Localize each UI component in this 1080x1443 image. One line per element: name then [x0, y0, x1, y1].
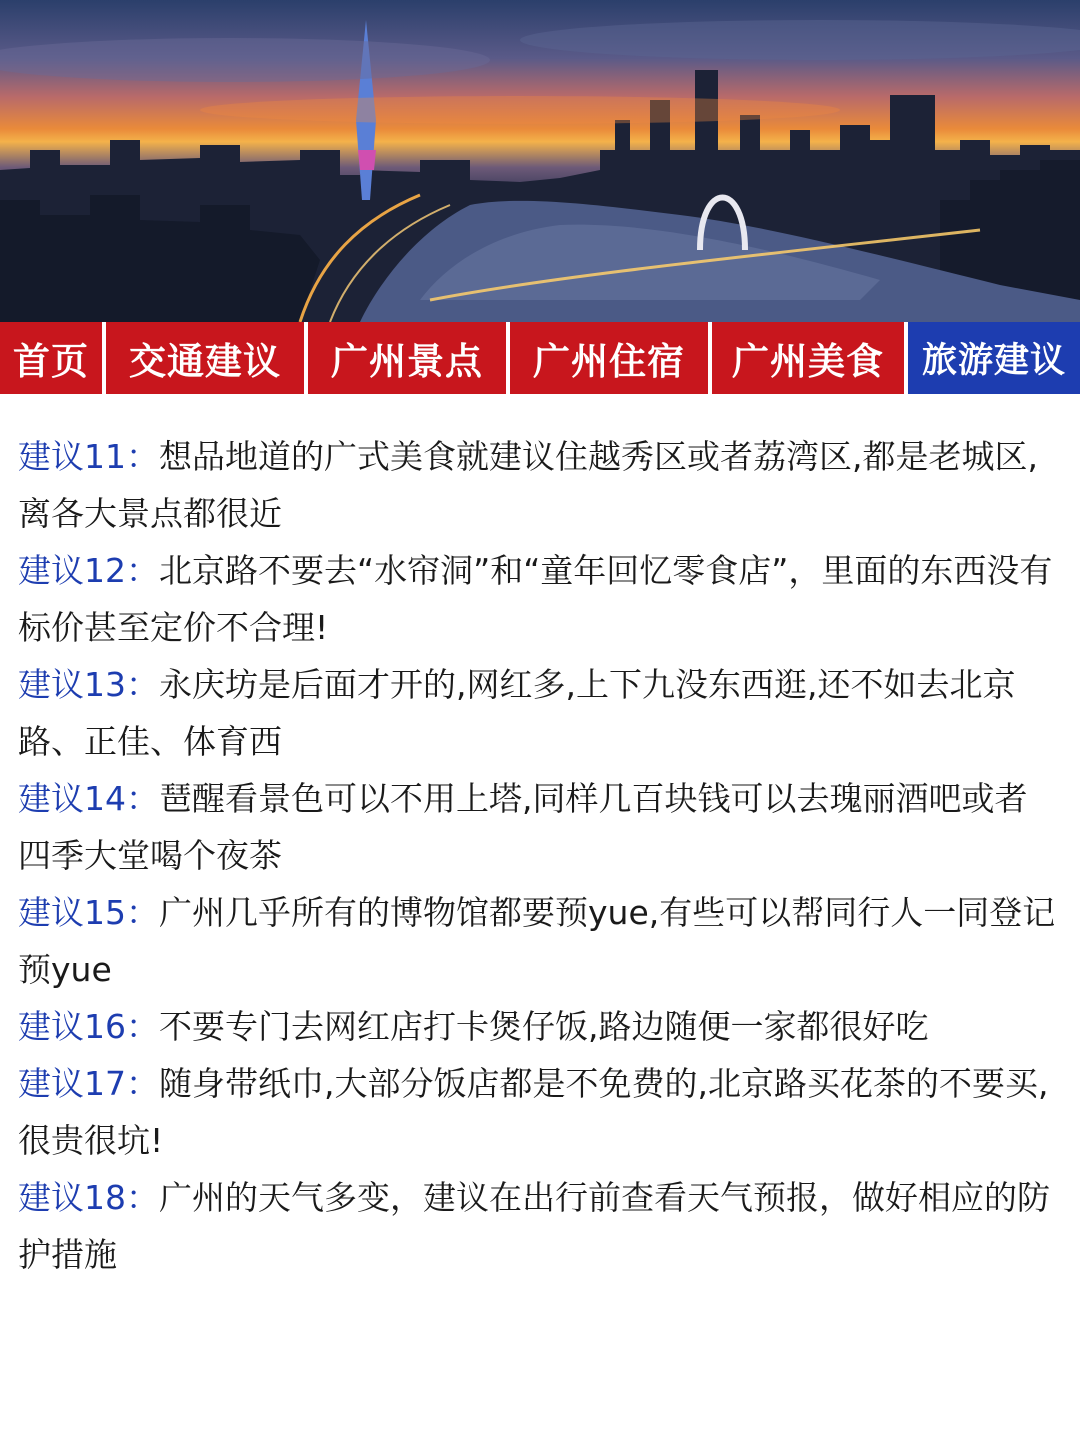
- tip-item: [18, 770, 1060, 884]
- tip-item: [18, 656, 1060, 770]
- tip-label: 建议16：: [18, 1007, 159, 1046]
- tip-label: 建议12：: [18, 551, 159, 590]
- tip-item: [18, 884, 1060, 998]
- tip-label: 建议11：: [18, 437, 159, 476]
- tip-item: [18, 1169, 1060, 1283]
- tip-item: [18, 998, 1060, 1055]
- tip-text: 随身带纸巾,大部分饭店都是不免费的,北京路买花茶的不要买,很贵很坑!: [18, 1064, 1049, 1160]
- tip-text: 广州几乎所有的博物馆都要预yue,有些可以帮同行人一同登记预yue: [18, 893, 1056, 989]
- category-nav: [0, 322, 1080, 394]
- tab-food[interactable]: 广州美食: [712, 322, 908, 394]
- tip-item: [18, 542, 1060, 656]
- tip-label: 建议17：: [18, 1064, 159, 1103]
- tip-item: [18, 1055, 1060, 1169]
- hero-image: [0, 0, 1080, 322]
- tip-item: [18, 428, 1060, 542]
- tab-transport-tips[interactable]: 交通建议: [106, 322, 308, 394]
- city-skyline-illustration: [0, 0, 1080, 322]
- tab-home[interactable]: 首页: [0, 322, 106, 394]
- tab-accommodation[interactable]: 广州住宿: [510, 322, 712, 394]
- tip-label: 建议18：: [18, 1178, 159, 1217]
- tip-text: 北京路不要去“水帘洞”和“童年回忆零食店”，里面的东西没有标价甚至定价不合理!: [18, 551, 1053, 647]
- tip-text: 永庆坊是后面才开的,网红多,上下九没东西逛,还不如去北京路、正佳、体育西: [18, 665, 1016, 761]
- tip-text: 琶醒看景色可以不用上塔,同样几百块钱可以去瑰丽酒吧或者四季大堂喝个夜茶: [18, 779, 1028, 875]
- tip-text: 不要专门去网红店打卡煲仔饭,路边随便一家都很好吃: [159, 1007, 929, 1046]
- tab-travel-tips[interactable]: 旅游建议: [908, 322, 1080, 394]
- tip-label: 建议14：: [18, 779, 159, 818]
- tab-attractions[interactable]: 广州景点: [308, 322, 510, 394]
- tip-text: 广州的天气多变，建议在出行前查看天气预报，做好相应的防护措施: [18, 1178, 1050, 1274]
- tips-list: [0, 394, 1080, 1283]
- tip-text: 想品地道的广式美食就建议住越秀区或者荔湾区,都是老城区,离各大景点都很近: [18, 437, 1038, 533]
- tip-label: 建议15：: [18, 893, 159, 932]
- tip-label: 建议13：: [18, 665, 159, 704]
